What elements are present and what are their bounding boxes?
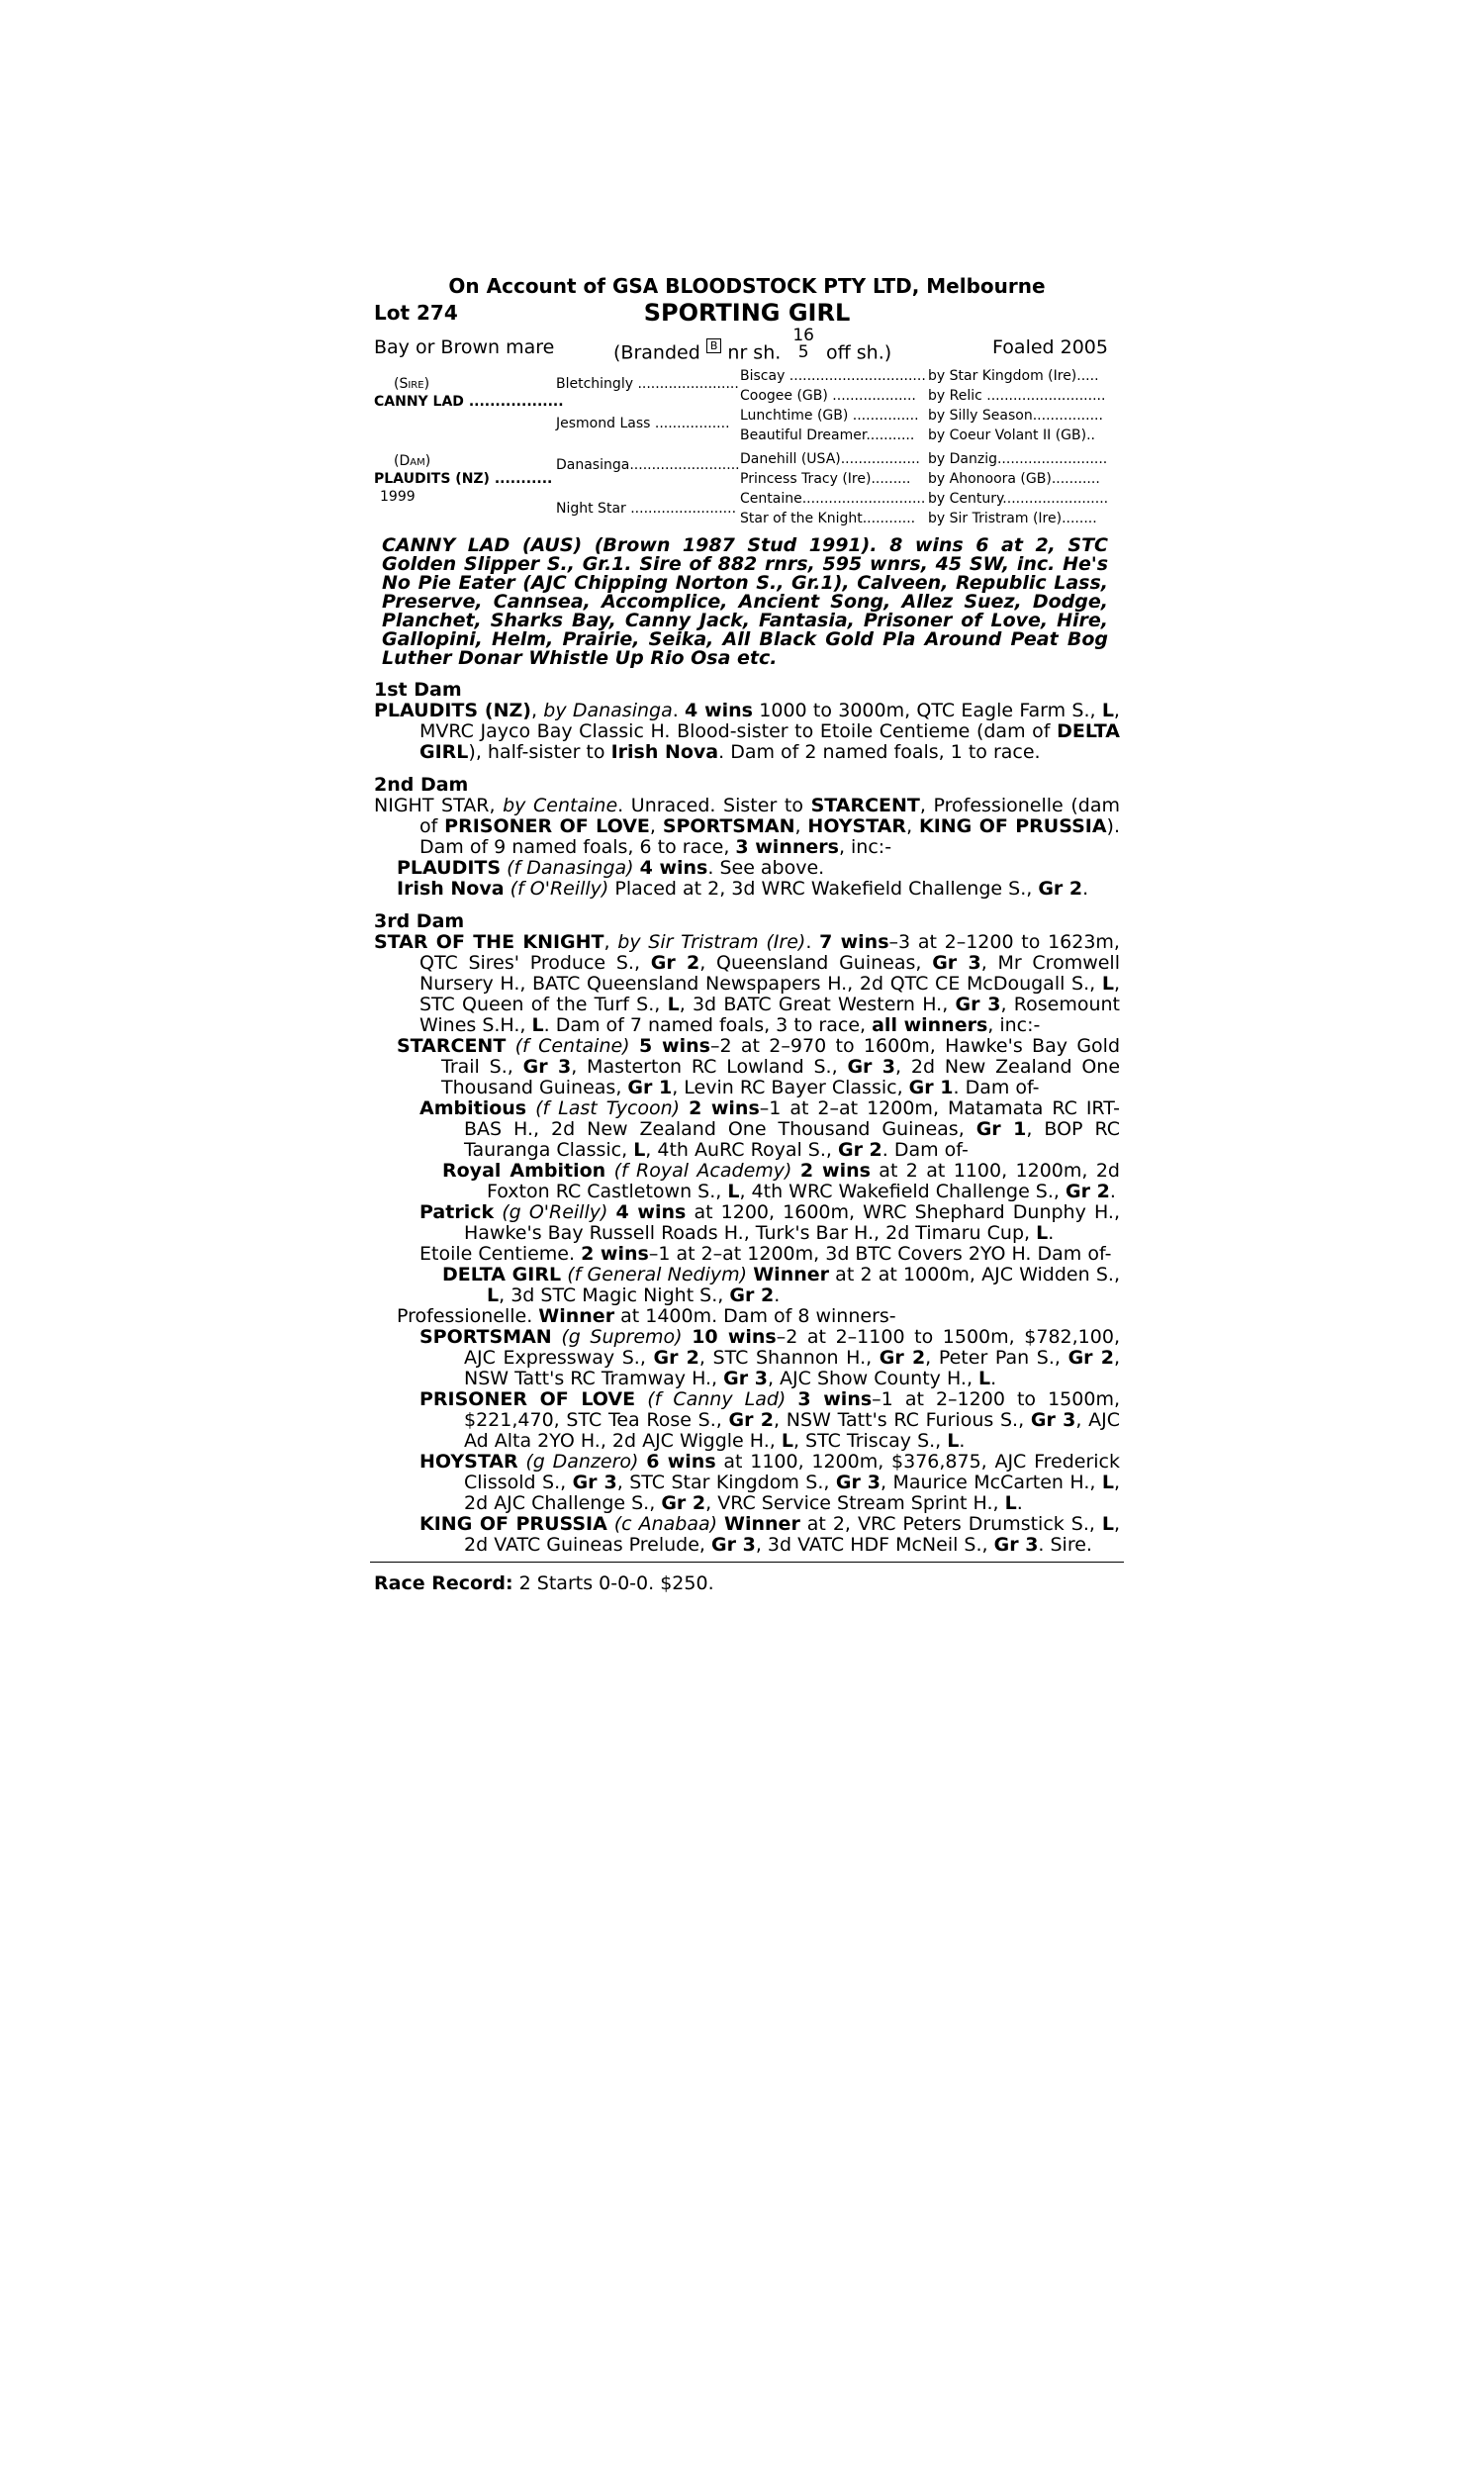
text-run: .: [774, 1285, 781, 1306]
g4-sire-7-text: by Century: [928, 491, 1003, 507]
bold-text: Gr 2: [837, 1139, 882, 1161]
text-run: ,: [603, 931, 618, 953]
text-run: , STC Queen of the Turf S.,: [419, 973, 1120, 1015]
text-run: –3 at 2–1200 to 1623m, QTC Sires' Produce S.,: [419, 931, 1120, 974]
bold-text: L: [1101, 1472, 1114, 1493]
italic-text: (g Supremo): [561, 1326, 683, 1348]
bold-text: PLAUDITS: [397, 857, 502, 879]
first-dam-heading: 1st Dam: [374, 679, 462, 701]
bold-text: PRISONER OF LOVE: [444, 815, 650, 837]
text-run: ), half-sister to: [468, 741, 611, 763]
text-run: ,: [649, 815, 663, 837]
g4-sire-2: by Relic ...........................: [928, 388, 1106, 404]
text-run: , Masterton RC Lowland S.,: [571, 1056, 848, 1078]
bold-text: Gr 3: [955, 994, 1001, 1015]
text-run: .: [959, 1430, 966, 1452]
text-run: , 3d VATC HDF McNeil S.,: [755, 1534, 994, 1556]
bold-text: Gr 2: [661, 1492, 706, 1514]
g3-ancestor-1-text: Biscay: [740, 368, 786, 384]
horse-name: SPORTING GIRL: [643, 299, 851, 327]
text-run: at 2 at 1100, 1200m, 2d Foxton RC Castletown S.,: [487, 1160, 1120, 1202]
text-run: ). Dam of 9 named foals, 6 to race,: [419, 815, 1120, 858]
text-run: , 2d New Zealand One Thousand Guineas,: [441, 1056, 1121, 1098]
italic-text: (g Danzero): [525, 1451, 639, 1473]
bold-text: 2 wins: [581, 1243, 649, 1265]
g3-ancestor-5: Danehill (USA)..................: [740, 451, 920, 467]
text-run: [683, 1326, 693, 1348]
text-run: [786, 1388, 797, 1410]
pedigree-paragraph: [374, 1452, 1120, 1514]
text-run: Placed at 2, 3d WRC Wakefield Challenge S.,: [608, 878, 1039, 900]
g4-sire-8: by Sir Tristram (Ire)........: [928, 511, 1097, 526]
grandsire-1-text: Bletchingly: [556, 376, 633, 392]
g4-sire-5-text: by Danzig: [928, 451, 997, 467]
text-run: . Dam of-: [881, 1139, 969, 1161]
divider-rule: [370, 1562, 1124, 1563]
bold-text: KING OF PRUSSIA: [419, 1513, 607, 1535]
bold-text: Ambitious: [419, 1097, 527, 1119]
g4-sire-8-text: by Sir Tristram (Ire): [928, 511, 1063, 526]
text-run: [607, 1201, 615, 1223]
italic-text: by Centaine: [503, 795, 618, 816]
bold-text: STARCENT: [397, 1035, 507, 1057]
bold-text: Gr 3: [1030, 1409, 1076, 1431]
bold-text: STAR OF THE KNIGHT: [374, 931, 604, 953]
g4-sire-3: by Silly Season................: [928, 408, 1103, 424]
brand-box: B: [706, 338, 722, 353]
pedigree-paragraph: [374, 1389, 1120, 1452]
bold-text: 3 winners: [735, 836, 839, 858]
text-run: NIGHT STAR,: [374, 795, 504, 816]
text-run: , VRC Service Stream Sprint H.,: [705, 1492, 1005, 1514]
g4-sire-6-text: by Ahonoora (GB): [928, 471, 1052, 487]
text-run: [630, 1035, 639, 1057]
text-run: , inc:-: [838, 836, 892, 858]
italic-text: (f Danasinga): [507, 857, 634, 879]
granddam-2-text: Night Star: [556, 501, 626, 517]
text-run: . See above.: [707, 857, 825, 879]
g3-ancestor-3-text: Lunchtime (GB): [740, 408, 849, 424]
bold-text: Winner: [538, 1305, 615, 1327]
italic-text: (f Royal Academy): [613, 1160, 792, 1182]
bold-text: Patrick: [419, 1201, 495, 1223]
pedigree-paragraph: [374, 1306, 1120, 1327]
bold-text: Winner: [753, 1264, 829, 1285]
granddam-2: Night Star ........................: [556, 501, 737, 517]
brand-off-sh: off sh.): [826, 341, 892, 364]
g3-ancestor-2: Coogee (GB) ...................: [740, 388, 916, 404]
bold-text: L: [727, 1181, 740, 1202]
dam-year: 1999: [380, 489, 416, 505]
bold-text: Royal Ambition: [442, 1160, 606, 1182]
g3-ancestor-2-text: Coogee (GB): [740, 388, 828, 404]
bold-text: L: [1101, 973, 1114, 995]
pedigree-paragraph: [374, 858, 1120, 879]
bold-text: STARCENT: [810, 795, 920, 816]
grandsire-2-text: Danasinga: [556, 457, 630, 473]
bold-text: L: [781, 1430, 793, 1452]
brand-fraction-bottom: 5: [797, 342, 809, 362]
bold-text: L: [531, 1014, 544, 1036]
text-run: at 1100, 1200m, $376,875, AJC Frederick Clissold S.,: [464, 1451, 1120, 1493]
text-run: , 2d VATC Guineas Prelude,: [464, 1513, 1121, 1556]
text-run: .: [672, 700, 686, 721]
text-run: , Rosemount Wines S.H.,: [419, 994, 1120, 1036]
text-run: , AJC Show County H.,: [767, 1368, 979, 1389]
pedigree-paragraph: [374, 879, 1120, 900]
pedigree-paragraph: [374, 1098, 1120, 1161]
dam-name-text: PLAUDITS (NZ): [374, 471, 490, 487]
text-run: , 3d STC Magic Night S.,: [499, 1285, 730, 1306]
text-run: , NSW Tatt's RC Tramway H.,: [464, 1347, 1120, 1389]
bold-text: L: [633, 1139, 646, 1161]
pedigree-paragraph: [374, 932, 1120, 1036]
text-run: , Mr Cromwell Nursery H., BATC Queensland Newspapers H., 2d QTC CE McDougall S.,: [419, 952, 1120, 995]
text-run: [680, 1097, 689, 1119]
pedigree-paragraph: [374, 1244, 1120, 1265]
text-run: at 1200, 1600m, WRC Shephard Dunphy H., Hawke's Bay Russell Roads H., Turk's Bar H., 2d Timaru Cup,: [464, 1201, 1120, 1244]
lot-number: Lot 274: [374, 301, 458, 325]
text-run: –1 at 2–at 1200m, Matamata RC IRT-BAS H., 2d New Zealand One Thousand Guineas,: [464, 1097, 1120, 1140]
text-run: [791, 1160, 799, 1182]
text-run: , STC Shannon H.,: [698, 1347, 880, 1369]
text-run: –2 at 2–970 to 1600m, Hawke's Bay Gold Trail S.,: [441, 1035, 1121, 1078]
g3-ancestor-5-text: Danehill (USA): [740, 451, 841, 467]
text-run: , Professionelle (dam of: [419, 795, 1120, 837]
text-run: [552, 1326, 562, 1348]
bold-text: L: [487, 1285, 500, 1306]
text-run: , BOP RC Tauranga Classic,: [464, 1118, 1120, 1161]
bold-text: Gr 2: [1066, 1181, 1110, 1202]
text-run: , Levin RC Bayer Classic,: [672, 1077, 909, 1098]
g4-sire-5: by Danzig.........................: [928, 451, 1108, 467]
text-run: , AJC Ad Alta 2YO H., 2d AJC Wiggle H.,: [464, 1409, 1120, 1452]
text-run: .: [990, 1368, 997, 1389]
italic-text: (f O'Reilly): [510, 878, 609, 900]
g3-ancestor-8-text: Star of the Knight: [740, 511, 863, 526]
consignor-heading: On Account of GSA BLOODSTOCK PTY LTD, Melbourne: [448, 274, 1046, 298]
bold-text: PLAUDITS (NZ): [374, 700, 531, 721]
dam-name: PLAUDITS (NZ) ...........: [374, 471, 553, 487]
pedigree-paragraph: [374, 1036, 1120, 1098]
granddam-1: Jesmond Lass .................: [556, 416, 730, 431]
foaled-year: Foaled 2005: [992, 336, 1108, 358]
grandsire-1: Bletchingly .......................: [556, 376, 739, 392]
text-run: ,: [794, 815, 808, 837]
g3-ancestor-4-text: Beautiful Dreamer: [740, 428, 867, 443]
text-run: , Maurice McCarten H.,: [881, 1472, 1102, 1493]
g4-sire-6: by Ahonoora (GB)...........: [928, 471, 1100, 487]
text-run: at 2 at 1000m, AJC Widden S.,: [829, 1264, 1120, 1285]
text-run: –1 at 2–at 1200m, 3d BTC Covers 2YO H. Dam of-: [648, 1243, 1112, 1265]
bold-text: 4 wins: [615, 1201, 687, 1223]
bold-text: Gr 2: [1067, 1347, 1114, 1369]
italic-text: by Danasinga: [543, 700, 673, 721]
g3-ancestor-4: Beautiful Dreamer...........: [740, 428, 915, 443]
text-run: . Dam of 7 named foals, 3 to race,: [543, 1014, 873, 1036]
g4-sire-1: by Star Kingdom (Ire).....: [928, 368, 1099, 384]
g3-ancestor-7-text: Centaine: [740, 491, 802, 507]
bold-text: Gr 1: [908, 1077, 954, 1098]
g4-sire-1-text: by Star Kingdom (Ire): [928, 368, 1077, 384]
text-run: , Peter Pan S.,: [925, 1347, 1068, 1369]
third-dam-heading: 3rd Dam: [374, 910, 465, 932]
pedigree-paragraph: [374, 796, 1120, 858]
text-run: –1 at 2–1200 to 1500m, $221,470, STC Tea Rose S.,: [464, 1388, 1120, 1431]
g3-ancestor-7: Centaine............................: [740, 491, 926, 507]
bold-text: 5 wins: [638, 1035, 710, 1057]
pedigree-paragraph: [374, 1202, 1120, 1244]
italic-text: (g O'Reilly): [502, 1201, 608, 1223]
text-run: , NSW Tatt's RC Furious S.,: [774, 1409, 1031, 1431]
text-run: . Sire.: [1038, 1534, 1092, 1556]
bold-text: L: [667, 994, 680, 1015]
bold-text: L: [1101, 700, 1114, 721]
pedigree-paragraph: [374, 1327, 1120, 1389]
text-run: .: [1016, 1492, 1023, 1514]
g4-sire-7: by Century........................: [928, 491, 1109, 507]
bold-text: KING OF PRUSSIA: [918, 815, 1107, 837]
italic-text: (c Anabaa): [613, 1513, 718, 1535]
text-run: at 2, VRC Peters Drumstick S.,: [799, 1513, 1102, 1535]
text-run: , 4th AuRC Royal S.,: [645, 1139, 838, 1161]
brand-fraction: [792, 328, 814, 361]
first-dam-paragraph: [374, 701, 1120, 763]
brand-open: (Branded: [613, 341, 700, 364]
bold-text: Gr 2: [1038, 878, 1083, 900]
bold-text: Gr 3: [522, 1056, 572, 1078]
second-dam-heading: 2nd Dam: [374, 774, 469, 796]
third-dam-section: [374, 932, 1120, 1556]
bold-text: L: [1036, 1222, 1049, 1244]
bold-text: Gr 3: [932, 952, 981, 974]
text-run: [635, 1388, 647, 1410]
text-run: [526, 1097, 535, 1119]
bold-text: Gr 3: [847, 1056, 896, 1078]
text-run: .: [1109, 1181, 1116, 1202]
bold-text: Gr 1: [627, 1077, 673, 1098]
pedigree-paragraph: [374, 1514, 1120, 1556]
text-run: , 3d BATC Great Western H.,: [679, 994, 956, 1015]
italic-text: (f Centaine): [514, 1035, 630, 1057]
bold-text: HOYSTAR: [807, 815, 907, 837]
text-run: 1000 to 3000m, QTC Eagle Farm S.,: [753, 700, 1102, 721]
italic-text: (f General Nediym): [567, 1264, 748, 1285]
grandsire-2: Danasinga.........................: [556, 457, 740, 473]
italic-text: (f Last Tycoon): [535, 1097, 681, 1119]
bold-text: 10 wins: [692, 1326, 777, 1348]
brand-description: [613, 326, 892, 370]
sire-summary: CANNY LAD (AUS) (Brown 1987 Stud 1991). 8 wins 6 at 2, STC Golden Slipper S., Gr.1. Sire of 882 rnrs, 595 wnrs, 45 SW, inc. He's No Pie Eater (AJC Chipping Norton S., Gr.1), Calveen, Republic Lass, Preserve, Cannsea, Accomplice, Ancient Song, Allez Suez, Dodge, Planchet, Sharks Bay, Canny Jack, Fantasia, Prisoner of Love, Hire, Gallopini, Helm, Prairie, Seika, All Black Gold Pla Around Peat Bog Luther Donar Whistle Up Rio Osa etc.: [382, 534, 1108, 669]
sire-name-text: CANNY LAD: [374, 394, 464, 410]
text-run: .: [805, 931, 820, 953]
horse-details: [374, 326, 1120, 368]
bold-text: Gr 3: [993, 1534, 1039, 1556]
race-record-label: Race Record:: [374, 1572, 513, 1594]
pedigree-paragraph: [374, 1161, 1120, 1202]
bold-text: 3 wins: [797, 1388, 873, 1410]
bold-text: DELTA GIRL: [442, 1264, 562, 1285]
pedigree-paragraph: [374, 1265, 1120, 1306]
text-run: Professionelle.: [397, 1305, 539, 1327]
text-run: [717, 1513, 724, 1535]
italic-text: (f Canny Lad): [647, 1388, 787, 1410]
g3-ancestor-6-text: Princess Tracy (Ire): [740, 471, 872, 487]
g4-sire-3-text: by Silly Season: [928, 408, 1033, 424]
lot-line: [374, 299, 1120, 329]
bold-text: 6 wins: [646, 1451, 716, 1473]
g3-ancestor-3: Lunchtime (GB) ...............: [740, 408, 919, 424]
text-run: Etoile Centieme.: [419, 1243, 582, 1265]
bold-text: 4 wins: [639, 857, 708, 879]
bold-text: Irish Nova: [397, 878, 505, 900]
sire-name: CANNY LAD ..................: [374, 394, 564, 410]
text-run: , STC Triscay S.,: [792, 1430, 948, 1452]
text-run: , 2d AJC Challenge S.,: [464, 1472, 1120, 1514]
text-run: [605, 1160, 613, 1182]
bold-text: Gr 3: [572, 1472, 617, 1493]
bold-text: HOYSTAR: [419, 1451, 518, 1473]
race-record: [374, 1572, 1120, 1594]
dam-label: (Dam): [394, 453, 431, 469]
g3-ancestor-6: Princess Tracy (Ire).........: [740, 471, 911, 487]
text-run: .: [1082, 878, 1089, 900]
g4-sire-2-text: by Relic: [928, 388, 982, 404]
bold-text: Gr 2: [879, 1347, 926, 1369]
bold-text: Gr 2: [729, 1285, 775, 1306]
bold-text: L: [947, 1430, 960, 1452]
sire-label: (Sire): [394, 376, 430, 392]
bold-text: 2 wins: [799, 1160, 871, 1182]
race-record-value: 2 Starts 0-0-0. $250.: [518, 1572, 714, 1594]
text-run: , Queensland Guineas,: [699, 952, 933, 974]
text-run: at 1400m. Dam of 8 winners-: [614, 1305, 896, 1327]
brand-nr-sh: nr sh.: [727, 341, 782, 364]
text-run: , 4th WRC Wakefield Challenge S.,: [739, 1181, 1066, 1202]
bold-text: L: [1004, 1492, 1017, 1514]
text-run: [607, 1513, 614, 1535]
text-run: .: [1048, 1222, 1055, 1244]
second-dam-section: [374, 796, 1120, 900]
bold-text: Gr 2: [653, 1347, 699, 1369]
catalogue-page: [374, 273, 1120, 1594]
bold-text: PRISONER OF LOVE: [419, 1388, 636, 1410]
bold-text: 7 wins: [819, 931, 889, 953]
bold-text: 4 wins: [685, 700, 753, 721]
text-run: . Dam of-: [953, 1077, 1040, 1098]
bold-text: L: [1101, 1513, 1114, 1535]
italic-text: by Sir Tristram (Ire): [617, 931, 806, 953]
bold-text: Gr 2: [728, 1409, 775, 1431]
bold-text: DELTA GIRL: [419, 720, 1120, 763]
bold-text: Gr 3: [835, 1472, 881, 1493]
text-run: ,: [530, 700, 544, 721]
bold-text: Gr 3: [723, 1368, 768, 1389]
bold-text: all winners: [872, 1014, 988, 1036]
text-run: –2 at 2–1100 to 1500m, $782,100, AJC Expressway S.,: [464, 1326, 1120, 1369]
bold-text: SPORTSMAN: [662, 815, 795, 837]
g3-ancestor-8: Star of the Knight............: [740, 511, 916, 526]
pedigree-table: [374, 368, 1120, 532]
bold-text: SPORTSMAN: [419, 1326, 552, 1348]
bold-text: L: [978, 1368, 991, 1389]
brand-fraction-top: 16: [792, 326, 814, 345]
bold-text: Gr 3: [711, 1534, 756, 1556]
text-run: [506, 1035, 514, 1057]
text-run: . Unraced. Sister to: [617, 795, 811, 816]
text-run: , MVRC Jayco Bay Classic H. Blood-sister to Etoile Centieme (dam of: [419, 700, 1120, 742]
bold-text: Gr 1: [975, 1118, 1027, 1140]
g3-ancestor-1: Biscay ...............................: [740, 368, 926, 384]
text-run: ,: [906, 815, 919, 837]
granddam-1-text: Jesmond Lass: [556, 416, 651, 431]
bold-text: Winner: [724, 1513, 800, 1535]
g4-sire-4-text: by Coeur Volant II (GB): [928, 428, 1087, 443]
text-run: , STC Star Kingdom S.,: [616, 1472, 836, 1493]
text-run: , inc:-: [987, 1014, 1041, 1036]
text-run: . Dam of 2 named foals, 1 to race.: [718, 741, 1041, 763]
g4-sire-4: by Coeur Volant II (GB)..: [928, 428, 1095, 443]
bold-text: Gr 2: [650, 952, 700, 974]
bold-text: Irish Nova: [610, 741, 719, 763]
bold-text: 2 wins: [689, 1097, 760, 1119]
colour-sex: Bay or Brown mare: [374, 336, 555, 358]
